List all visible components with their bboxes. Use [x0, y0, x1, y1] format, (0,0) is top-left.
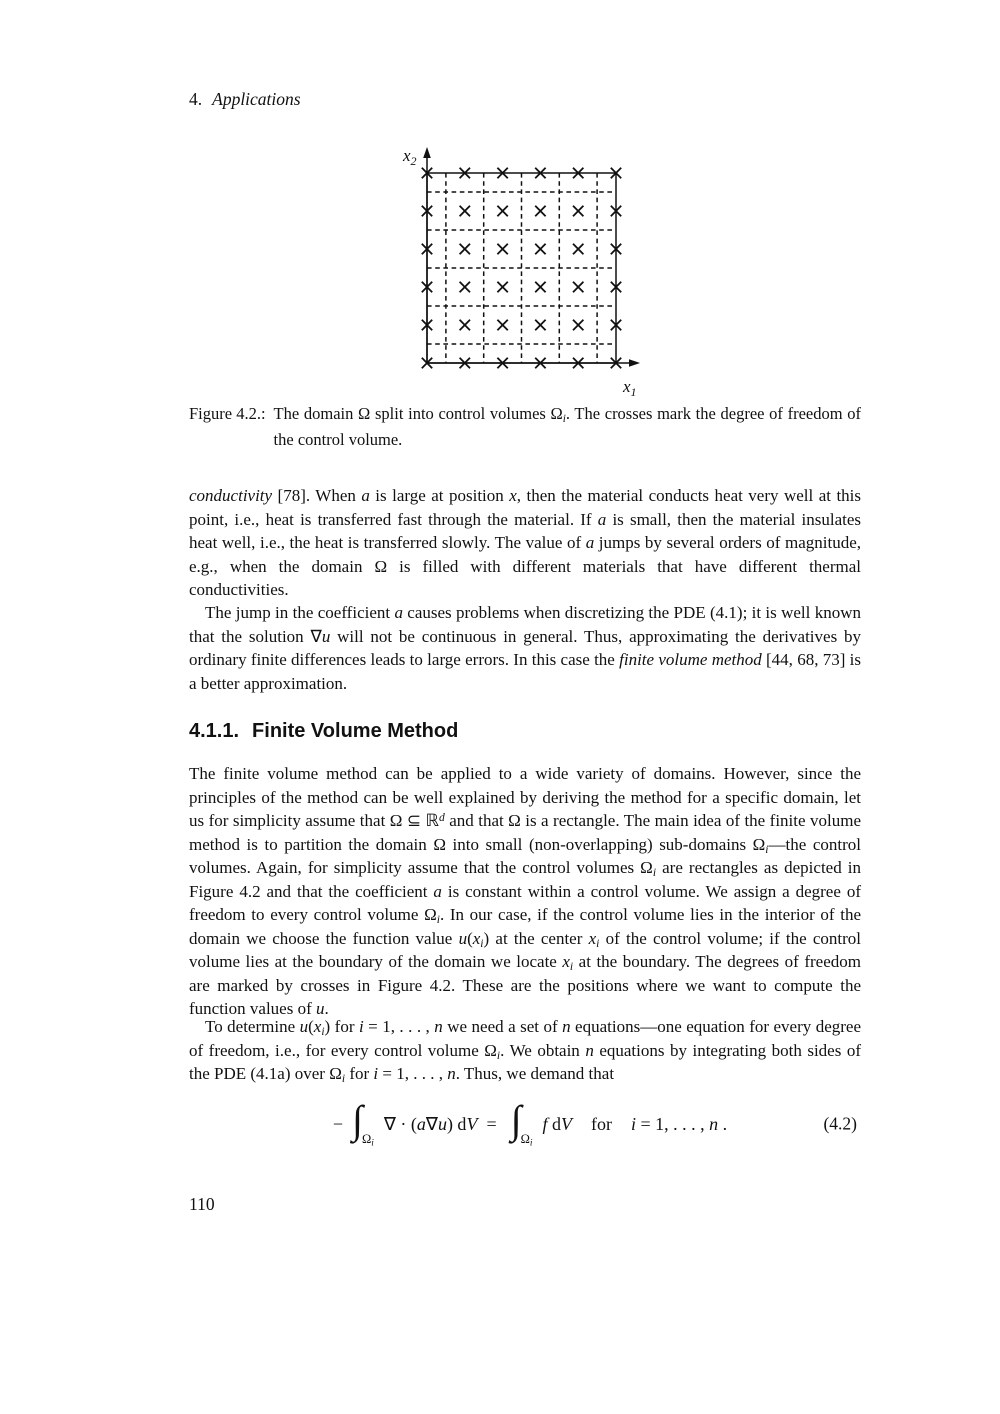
x-axis-label: $x_1$ [623, 377, 637, 399]
minus-sign: − [332, 1113, 343, 1134]
equation-lhs: ∇ · (a∇u) dV [383, 1113, 478, 1134]
running-head-title: Applications [212, 89, 301, 109]
x-axis-arrow [629, 359, 640, 367]
integral-limit: $\Omega_i$ [520, 1131, 533, 1148]
figure-caption [189, 401, 861, 453]
section-number: 4.1.1. [189, 720, 240, 742]
y-axis-label: $x_2$ [403, 146, 417, 168]
paragraph-conductivity: conductivity [78]. When a is large at position x, then the material conducts heat very well at this point, i.e., heat is transferred fast through the material. If a is small, then the material insulates heat well, i.e., the heat is transferred slowly. The value of a jumps by several orders of magnitude, e.g., when the domain Ω is filled with different materials that have different thermal conductivities. [189, 486, 862, 599]
paragraph-determine-u: To determine $u(x_i)$ for i = 1, . . . , n we need a set of n equations—one equation for every degree of freedom, i.e., for every control volume $\Omega_i$. We obtain n equations by integrating both sides of the PDE (4.1a) over $\Omega_i$ for i = 1, . . . , n. Thus, we demand that [189, 1017, 862, 1085]
running-head [189, 89, 301, 110]
equation-rhs: f dV [542, 1113, 572, 1134]
axes [423, 147, 640, 367]
equals-sign: = [486, 1113, 497, 1134]
equation-index-range: i = 1, . . . , n . [630, 1113, 728, 1134]
y-axis-arrow [423, 147, 431, 158]
section-title: Finite Volume Method [252, 720, 459, 742]
for-word: for [590, 1113, 612, 1134]
equation-4-2 [189, 1092, 861, 1156]
equation-number: (4.2) [823, 1113, 857, 1134]
integral-sign: ∫ [510, 1097, 522, 1142]
running-head-number: 4. [189, 89, 203, 109]
section-heading-4-1-1 [189, 720, 861, 743]
page-number: 110 [189, 1194, 215, 1214]
dashed-control-volume-grid [427, 173, 616, 363]
paragraph-pde-jump: The jump in the coefficient a causes problems when discretizing the PDE (4.1); it is well known that the solution ∇u will not be continuous in general. Thus, approximating the derivatives by ordinary finite differences leads to large errors. In this case the finite volume method [44, 68, 73] is a better approximation. [189, 603, 861, 693]
paragraph-fvm-intro: The finite volume method can be applied to a wide variety of domains. However, since the principles of the method can be well explained by deriving the method for a specific domain, let us for simplicity assume that Ω ⊆ ℝ$^d$ and that Ω is a rectangle. The main idea of the finite volume method is to partition the domain Ω into small (non-overlapping) sub-domains $\Omega_i—the$ control volumes. Again, for simplicity assume that the control volumes $\Omega_i$ are rectangles as depicted in Figure 4.2 and that the coefficient a is constant within a control volume. We assign a degree of freedom to every control volume $\Omega_i$. In our case, if the control volume lies in the interior of the domain we choose the function value $u(x_i)$ at the center $x_i$ of the control volume; if the control volume lies at the boundary of the domain we locate $x_i$ at the boundary. The degrees of freedom are marked by crosses in Figure 4.2. These are the positions where we want to compute the function values of u. [189, 764, 862, 1018]
figure-caption-label: Figure 4.2.: [189, 404, 266, 423]
equation-body [332, 1097, 728, 1148]
figure-4-2-plot [395, 130, 650, 400]
integral-limit: $\Omega_i$ [361, 1131, 374, 1148]
figure-caption-text: The domain Ω split into control volumes $\Omega_i$. The crosses mark the degree of freedom of the control volume. [273, 404, 861, 449]
integral-sign: ∫ [351, 1097, 363, 1142]
